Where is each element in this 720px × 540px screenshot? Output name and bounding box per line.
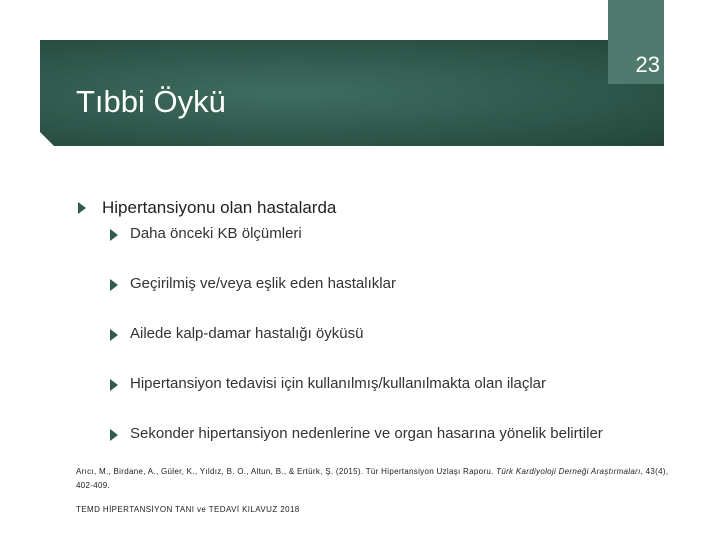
slide-number: 23 <box>635 52 660 77</box>
main-bullet-text: Hipertansiyonu olan hastalarda <box>102 198 337 217</box>
banner-corner-decoration <box>40 132 54 146</box>
bullet-arrow-icon <box>110 429 118 441</box>
reference-citation <box>76 465 676 493</box>
sub-bullet-text: Geçirilmiş ve/veya eşlik eden hastalıklar <box>130 275 396 292</box>
sub-bullet-text: Ailede kalp-damar hastalığı öyküsü <box>130 325 364 342</box>
sub-bullet-text: Sekonder hipertansiyon nedenlerine ve organ hasarına yönelik belirtiler <box>130 425 603 442</box>
bullet-arrow-icon <box>78 202 86 214</box>
bullet-arrow-icon <box>110 329 118 341</box>
sub-bullet-text: Hipertansiyon tedavisi için kullanılmış/kullanılmakta olan ilaçlar <box>130 375 547 392</box>
reference-authors: Arıcı, M., Birdane, A., Güler, K., Yıldız, B. O., Altun, B., & Ertürk, Ş. (2015). Tür Hipertansiyon Uzlaşı Raporu. <box>76 467 497 476</box>
sub-bullet-text: Daha önceki KB ölçümleri <box>130 225 302 242</box>
footer-text: TEMD HİPERTANSİYON TANI ve TEDAVİ KILAVUZ 2018 <box>76 505 300 514</box>
reference-journal: Türk Kardiyoloji Derneği Araştırmaları <box>496 467 641 476</box>
bullet-arrow-icon <box>110 379 118 391</box>
slide-title: Tıbbi Öykü <box>76 84 226 119</box>
bullet-arrow-icon <box>110 229 118 241</box>
bullet-arrow-icon <box>110 279 118 291</box>
reference-volume: , 43(4), 402-409. <box>76 467 669 490</box>
